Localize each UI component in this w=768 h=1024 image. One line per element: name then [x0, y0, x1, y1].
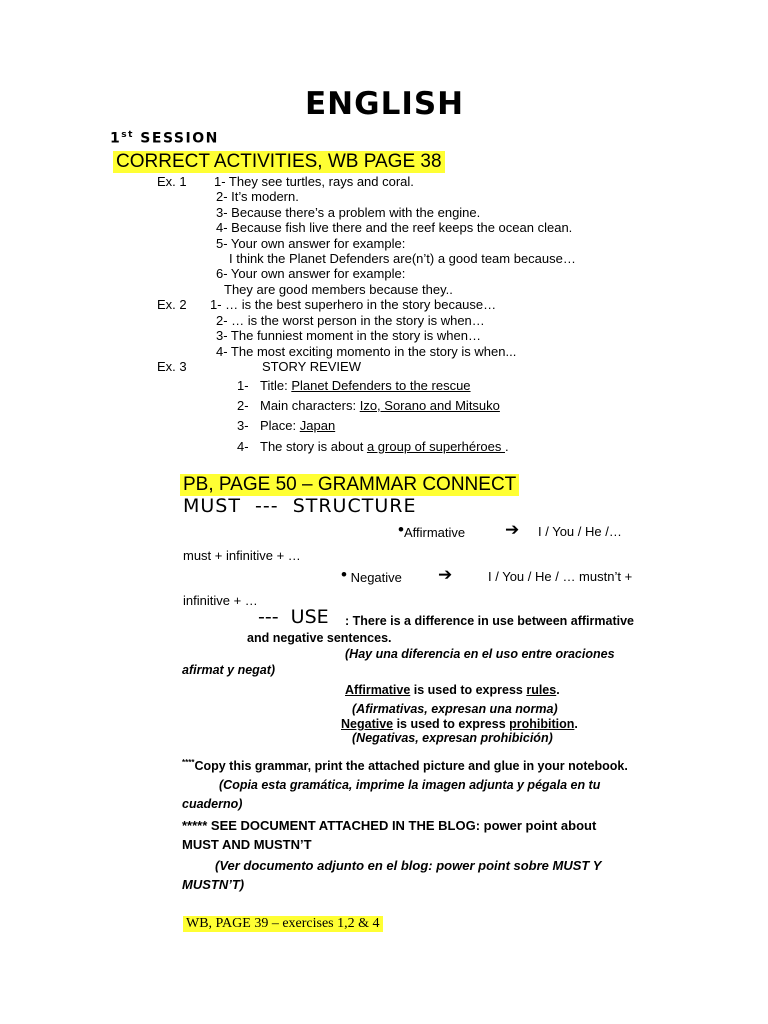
- use-text-b: and negative sentences.: [247, 631, 392, 645]
- ex1-line-5: 5- Your own answer for example:: [216, 236, 406, 251]
- negative-form-a: I / You / He / … mustn’t +: [488, 569, 633, 584]
- document-note-b: MUST AND MUSTN’T: [182, 837, 312, 852]
- use-text-a: : There is a difference in use between affirmative: [345, 614, 634, 628]
- document-note-spanish-a: (Ver documento adjunto en el blog: power point sobre MUST Y: [215, 858, 602, 873]
- arrow-right-icon: ➔: [505, 520, 520, 539]
- story-review-item-3: 3- Place: Japan: [237, 418, 336, 433]
- negative-form-b: infinitive + …: [183, 593, 258, 608]
- ex1-line-8: They are good members because they..: [224, 282, 453, 297]
- affirmative-form-a: I / You / He /…: [538, 524, 622, 539]
- story-review-item-2: 2- Main characters: Izo, Sorano and Mitsuko: [237, 398, 500, 413]
- bullet-icon: •: [398, 520, 404, 539]
- story-review-item-1: 1- Title: Planet Defenders to the rescue: [237, 378, 471, 393]
- ex2-label: Ex. 2: [157, 297, 187, 312]
- copy-instruction-spanish-b: cuaderno): [182, 797, 243, 811]
- ex1-line-4: 4- Because fish live there and the reef keeps the ocean clean.: [216, 220, 573, 235]
- affirmative-use-spanish: (Afirmativas, expresan una norma): [352, 702, 558, 716]
- ex3-heading: STORY REVIEW: [262, 359, 361, 374]
- ex1-line-1: 1- They see turtles, rays and coral.: [214, 174, 414, 189]
- homework-wb-page-39: WB, PAGE 39 – exercises 1,2 & 4: [183, 916, 383, 932]
- heading-correct-activities: CORRECT ACTIVITIES, WB PAGE 38: [113, 151, 445, 173]
- affirmative-use: Affirmative is used to express rules.: [345, 683, 560, 697]
- negative-use: Negative is used to express prohibition.: [341, 717, 578, 731]
- ex2-line-1: 1- … is the best superhero in the story because…: [210, 297, 497, 312]
- affirmative-form-b: must + infinitive + …: [183, 548, 301, 563]
- document-note-spanish-b: MUSTN’T): [182, 877, 245, 892]
- affirmative-structure: •Affirmative: [398, 520, 466, 540]
- use-spanish-b: afirmat y negat): [182, 663, 276, 677]
- document-note-a: ***** SEE DOCUMENT ATTACHED IN THE BLOG: power point about: [182, 818, 597, 833]
- ex3-label: Ex. 3: [157, 359, 187, 374]
- heading-grammar-connect: PB, PAGE 50 – GRAMMAR CONNECT: [180, 474, 519, 496]
- ex1-line-2: 2- It’s modern.: [216, 189, 299, 204]
- negative-use-spanish: (Negativas, expresan prohibición): [352, 731, 553, 745]
- story-review-item-4: 4- The story is about a group of superhéroes .: [237, 439, 509, 454]
- ex1-line-6: I think the Planet Defenders are(n’t) a good team because…: [229, 251, 576, 266]
- copy-instruction: ****Copy this grammar, print the attached picture and glue in your notebook.: [182, 758, 628, 774]
- use-heading: --- USE: [258, 606, 329, 628]
- arrow-right-icon: ➔: [438, 565, 453, 584]
- negative-structure: • Negative: [341, 565, 402, 585]
- ex2-line-3: 3- The funniest moment in the story is when…: [216, 328, 481, 343]
- use-spanish-a: (Hay una diferencia en el uso entre oraciones: [345, 647, 615, 661]
- ex2-line-4: 4- The most exciting momento in the story is when...: [216, 344, 517, 359]
- copy-instruction-spanish-a: (Copia esta gramática, imprime la imagen adjunta y pégala en tu: [219, 778, 601, 792]
- ex1-line-7: 6- Your own answer for example:: [216, 266, 406, 281]
- session-label: 1st SESSION: [110, 130, 219, 147]
- ex1-line-3: 3- Because there’s a problem with the engine.: [216, 205, 481, 220]
- bullet-icon: •: [341, 565, 347, 584]
- must-structure-heading: MUST --- STRUCTURE: [183, 495, 417, 517]
- ex2-line-2: 2- … is the worst person in the story is when…: [216, 313, 485, 328]
- ex1-label: Ex. 1: [157, 174, 187, 189]
- page-title: ENGLISH: [305, 86, 465, 122]
